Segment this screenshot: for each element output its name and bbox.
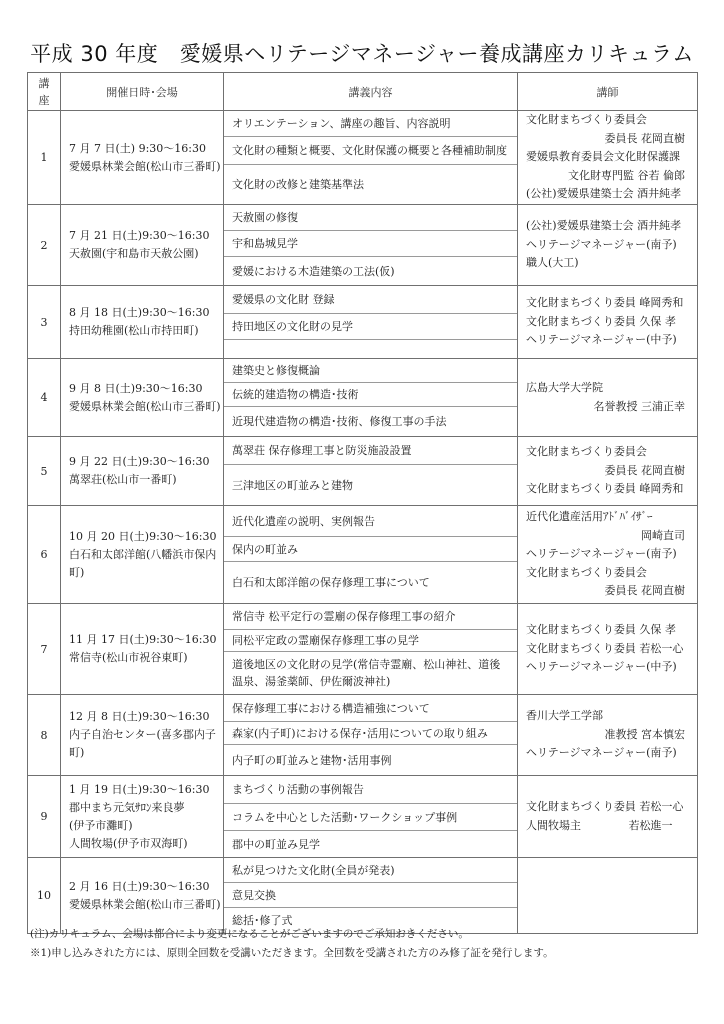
topic-item xyxy=(224,804,517,831)
table-row xyxy=(28,858,698,934)
course-number: 4 xyxy=(28,359,61,437)
topic-label: 天赦園の修復 xyxy=(232,211,298,224)
session-venue: 人間牧場(伊予市双海町) xyxy=(69,836,188,850)
topic-label: 三津地区の町並みと建物 xyxy=(232,478,353,492)
topic-label: 森家(内子町)における保存･活用についての取り組み xyxy=(232,726,488,740)
notes xyxy=(30,925,554,963)
lecturer-line: 岡崎直司 xyxy=(641,528,685,542)
date-venue-cell xyxy=(61,205,224,286)
topic-item xyxy=(224,257,517,285)
topic-label: 愛媛県の文化財 登録 xyxy=(232,293,335,306)
lecturer-line: 委員長 花岡直樹 xyxy=(604,463,685,477)
topic-item xyxy=(224,437,517,465)
topic-item xyxy=(224,286,517,314)
note-2: ※1)申し込みされた方には、原則全回数を受講いただきます。全回数を受講された方のみ修了証を発行します。 xyxy=(30,947,554,959)
topic-item xyxy=(224,465,517,505)
table-row xyxy=(28,437,698,506)
table-row xyxy=(28,506,698,604)
topic-item xyxy=(224,407,517,436)
topics-cell xyxy=(224,776,518,858)
topic-label: オリエンテーション、講座の趣旨、内容説明 xyxy=(232,117,451,130)
date-venue-cell xyxy=(61,858,224,934)
table-row xyxy=(28,776,698,858)
lecturer-line: 文化財まちづくり委員 久保 孝 xyxy=(526,314,676,328)
lecturer-line: 文化財まちづくり委員会 xyxy=(526,445,647,459)
topics-cell xyxy=(224,506,518,604)
header-course-number xyxy=(28,73,61,111)
table-row xyxy=(28,286,698,359)
lecturer-line: 委員長 花岡直樹 xyxy=(604,131,685,145)
session-date: 12 月 8 日(土)9:30～16:30 xyxy=(69,710,210,723)
topic-label: 建築史と修復概論 xyxy=(232,364,320,377)
lecturer-cell xyxy=(518,359,698,437)
topic-item xyxy=(224,111,517,137)
header-date-venue: 開催日時･会場 xyxy=(61,73,224,111)
lecturer-line: (公社)愛媛県建築士会 酒井純孝 xyxy=(526,219,682,233)
topic-label: 愛媛における木造建築の工法(仮) xyxy=(232,264,395,278)
topic-item xyxy=(224,562,517,603)
topic-item xyxy=(224,383,517,407)
topic-item xyxy=(224,537,517,562)
session-venue: 愛媛県林業会館(松山市三番町) xyxy=(69,399,221,413)
topic-item xyxy=(224,745,517,775)
lecturer-line: 文化財まちづくり委員 若松一心 xyxy=(526,641,684,655)
topic-label: 郡中の町並み見学 xyxy=(232,837,320,851)
lecturer-cell xyxy=(518,858,698,934)
course-number: 3 xyxy=(28,286,61,359)
session-date: 7 月 21 日(土)9:30～16:30 xyxy=(69,229,210,242)
topic-label: 保存修理工事における構造補強について xyxy=(232,701,430,715)
date-venue-cell xyxy=(61,437,224,506)
lecturer-line: (公社)愛媛県建築士会 酒井純孝 xyxy=(526,187,682,201)
topic-label: 道後地区の文化財の見学(常信寺霊廟、松山神社、道後温泉、湯釜薬師、伊佐爾波神社) xyxy=(232,658,501,688)
lecturer-line: 文化財まちづくり委員会 xyxy=(526,565,647,579)
lecturer-line: ヘリテージマネージャー(中予) xyxy=(526,333,677,347)
page-title: 平成 30 年度 愛媛県ヘリテージマネージャー養成講座カリキュラム xyxy=(30,42,694,66)
session-date: 7 月 7 日(土) 9:30～16:30 xyxy=(69,141,206,155)
lecturer-line: 広島大学大学院 xyxy=(526,381,603,394)
topic-label: 白石和太郎洋館の保存修理工事について xyxy=(232,576,430,589)
topic-item xyxy=(224,831,517,857)
course-number: 8 xyxy=(28,695,61,776)
header-num-line2: 座 xyxy=(38,93,50,107)
topic-label: 伝統的建造物の構造･技術 xyxy=(232,388,359,401)
lecturer-line: 近代化遺産活用ｱﾄﾞﾊﾞｲｻﾞｰ xyxy=(526,510,653,524)
topic-item xyxy=(224,205,517,231)
topic-label: 文化財の種類と概要、文化財保護の概要と各種補助制度 xyxy=(232,144,507,157)
topic-item xyxy=(224,137,517,165)
topic-item xyxy=(224,652,517,694)
topics-cell xyxy=(224,437,518,506)
topic-label: 意見交換 xyxy=(232,888,276,902)
topics-cell xyxy=(224,604,518,695)
topics-cell xyxy=(224,359,518,437)
lecturer-cell xyxy=(518,506,698,604)
session-venue: 愛媛県林業会館(松山市三番町) xyxy=(69,159,221,173)
topics-cell xyxy=(224,695,518,776)
lecturer-line: ヘリテージマネージャー(南予) xyxy=(526,746,677,760)
session-date: 2 月 16 日(土)9:30～16:30 xyxy=(69,879,210,893)
topic-label: 萬翠荘 保存修理工事と防災施設設置 xyxy=(232,444,412,457)
date-venue-cell xyxy=(61,111,224,205)
session-venue: 萬翠荘(松山市一番町) xyxy=(69,473,177,486)
lecturer-line: 文化財専門監 谷若 倫郎 xyxy=(568,168,685,182)
course-number: 6 xyxy=(28,506,61,604)
topic-label: 近現代建造物の構造･技術、修復工事の手法 xyxy=(232,415,447,428)
lecturer-line: ヘリテージマネージャー(南予) xyxy=(526,547,677,561)
lecturer-line: 文化財まちづくり委員 峰岡秀和 xyxy=(526,482,684,496)
topic-label: 持田地区の文化財の見学 xyxy=(232,320,353,333)
topic-label: コラムを中心とした活動･ワークショップ事例 xyxy=(232,810,458,824)
lecturer-line: 准教授 宮本慎宏 xyxy=(604,727,685,741)
lecturer-cell xyxy=(518,111,698,205)
date-venue-cell xyxy=(61,286,224,359)
topic-label: 保内の町並み xyxy=(232,542,298,556)
topic-label: 常信寺 松平定行の霊廟の保存修理工事の紹介 xyxy=(232,610,456,623)
table-row xyxy=(28,695,698,776)
lecturer-line: 香川大学工学部 xyxy=(526,709,603,723)
course-number: 9 xyxy=(28,776,61,858)
topic-item xyxy=(224,858,517,883)
topic-item xyxy=(224,231,517,257)
topic-label: 文化財の改修と建築基準法 xyxy=(232,178,364,191)
table-row xyxy=(28,604,698,695)
course-number: 7 xyxy=(28,604,61,695)
date-venue-cell xyxy=(61,604,224,695)
topics-cell xyxy=(224,205,518,286)
lecturer-line: 委員長 花岡直樹 xyxy=(604,584,685,598)
topic-label: 内子町の町並みと建物･活用事例 xyxy=(232,753,392,767)
course-number: 1 xyxy=(28,111,61,205)
lecturer-line: 文化財まちづくり委員会 xyxy=(526,113,647,127)
topic-item xyxy=(224,340,517,358)
table-header-row xyxy=(28,73,698,111)
lecturer-line: 名誉教授 三浦正幸 xyxy=(593,399,685,413)
topic-label: 総括･修了式 xyxy=(232,914,293,927)
topic-item xyxy=(224,604,517,630)
header-lecturer: 講師 xyxy=(518,73,698,111)
lecturer-line: 文化財まちづくり委員 久保 孝 xyxy=(526,623,676,637)
table-row xyxy=(28,359,698,437)
course-number: 2 xyxy=(28,205,61,286)
lecturer-cell xyxy=(518,205,698,286)
session-date: 8 月 18 日(土)9:30～16:30 xyxy=(69,306,210,319)
session-venue: 愛媛県林業会館(松山市三番町) xyxy=(69,897,221,911)
topic-item xyxy=(224,165,517,204)
session-date: 10 月 20 日(土)9:30～16:30 xyxy=(69,529,217,543)
topic-item xyxy=(224,314,517,340)
topic-label: 近代化遺産の説明、実例報告 xyxy=(232,514,375,528)
session-date: 11 月 17 日(土)9:30～16:30 xyxy=(69,633,217,646)
topic-item xyxy=(224,722,517,745)
session-date: 9 月 22 日(土)9:30～16:30 xyxy=(69,455,210,468)
lecturer-line: ヘリテージマネージャー(南予) xyxy=(526,237,677,251)
date-venue-cell xyxy=(61,776,224,858)
session-date: 9 月 8 日(土)9:30～16:30 xyxy=(69,381,203,395)
topic-label: 私が見つけた文化財(全員が発表) xyxy=(232,863,395,877)
lecturer-cell xyxy=(518,604,698,695)
date-venue-cell xyxy=(61,695,224,776)
session-date: 1 月 19 日(土)9:30～16:30 xyxy=(69,782,210,796)
curriculum-table xyxy=(27,72,698,934)
session-venue: (伊予市灘町) xyxy=(69,818,133,832)
session-venue: 天赦園(宇和島市天赦公園) xyxy=(69,247,199,260)
session-venue: 内子自治センター(喜多郡内子町) xyxy=(69,728,216,759)
lecturer-cell xyxy=(518,695,698,776)
course-number: 10 xyxy=(28,858,61,934)
header-num-line1: 講 xyxy=(38,76,50,90)
table-row xyxy=(28,205,698,286)
date-venue-cell xyxy=(61,506,224,604)
topic-item xyxy=(224,506,517,537)
lecturer-line: 文化財まちづくり委員 若松一心 xyxy=(526,800,684,813)
session-venue: 常信寺(松山市祝谷東町) xyxy=(69,651,188,664)
topic-label: 宇和島城見学 xyxy=(232,237,298,250)
topics-cell xyxy=(224,858,518,934)
table-row xyxy=(28,111,698,205)
topic-item xyxy=(224,695,517,722)
topic-item xyxy=(224,359,517,383)
topic-item xyxy=(224,776,517,804)
topic-item xyxy=(224,883,517,908)
topics-cell xyxy=(224,111,518,205)
topic-label: まちづくり活動の事例報告 xyxy=(232,783,364,796)
topic-label: 同松平定政の霊廟保存修理工事の見学 xyxy=(232,634,419,647)
course-number: 5 xyxy=(28,437,61,506)
lecturer-line: 愛媛県教育委員会文化財保護課 xyxy=(526,150,680,164)
lecturer-cell xyxy=(518,286,698,359)
lecturer-line: 職人(大工) xyxy=(526,256,579,270)
lecturer-cell xyxy=(518,437,698,506)
lecturer-line: 文化財まちづくり委員 峰岡秀和 xyxy=(526,296,684,310)
session-venue: 郡中まち元気ｻﾛﾝ来良夢 xyxy=(69,800,185,814)
lecturer-cell xyxy=(518,776,698,858)
session-venue: 白石和太郎洋館(八幡浜市保内町) xyxy=(69,547,217,579)
topics-cell xyxy=(224,286,518,359)
date-venue-cell xyxy=(61,359,224,437)
lecturer-line: ヘリテージマネージャー(中予) xyxy=(526,660,677,674)
note-1: (注)カリキュラム、会場は都合により変更になることがございますのでご承知おきください。 xyxy=(30,928,469,940)
session-venue: 持田幼稚園(松山市持田町) xyxy=(69,324,199,337)
header-content: 講義内容 xyxy=(224,73,518,111)
topic-item xyxy=(224,630,517,652)
lecturer-line: 人間牧場主 若松進一 xyxy=(526,818,673,832)
